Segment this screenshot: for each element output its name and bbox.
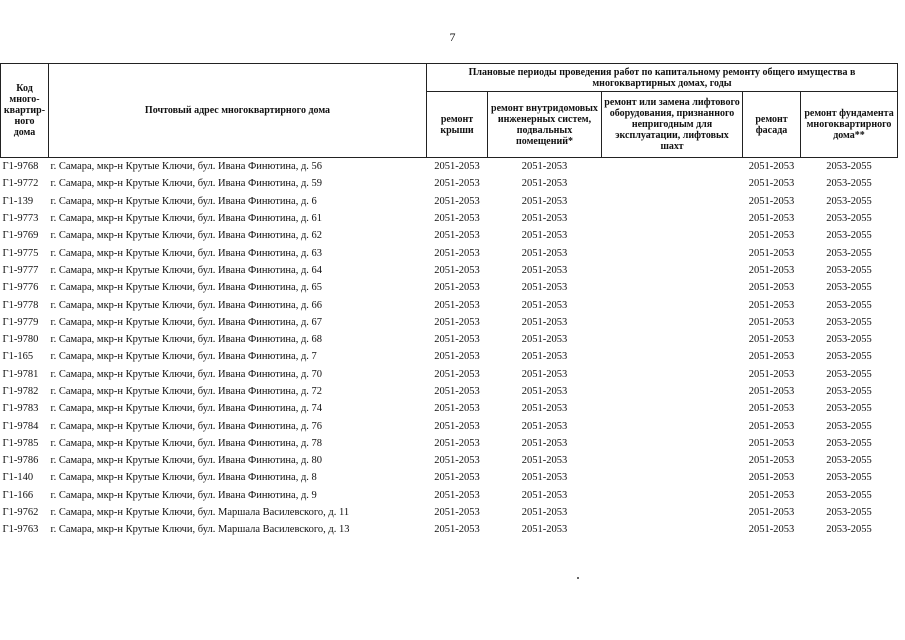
- address-cell: г. Самара, мкр-н Крутые Ключи, бул. Ивана Финютина, д. 61: [50, 213, 323, 225]
- code-cell: Г1-166: [2, 489, 34, 501]
- lift-period-cell: [602, 487, 743, 504]
- lift-period-cell: [602, 279, 743, 296]
- lift-period-cell: [602, 314, 743, 331]
- roof-period-cell: 2051-2053: [434, 178, 480, 190]
- facade-period-cell: 2051-2053: [748, 247, 795, 259]
- code-cell: Г1-9775: [2, 247, 39, 259]
- lift-period-cell: [602, 158, 743, 176]
- code-cell: Г1-9782: [2, 386, 39, 397]
- code-cell: Г1-9762: [2, 507, 39, 519]
- facade-period-cell: 2051-2053: [748, 472, 795, 484]
- code-cell: Г1-165: [2, 351, 34, 363]
- table-row: [1, 383, 898, 400]
- address-cell: г. Самара, мкр-н Крутые Ключи, бул. Ивана Финютина, д. 78: [50, 437, 323, 449]
- lift-period-cell: [602, 348, 743, 365]
- foundation-period-cell: 2053-2055: [826, 299, 872, 311]
- table-row: [1, 435, 898, 452]
- table-row: [1, 279, 898, 296]
- foundation-period-cell: 2053-2055: [826, 213, 872, 225]
- address-cell: г. Самара, мкр-н Крутые Ключи, бул. Ивана Финютина, д. 64: [50, 264, 323, 276]
- table-row: [1, 296, 898, 313]
- systems-column-header: ремонт внутридомовых инженерных систем, подвальных помещений*: [488, 92, 602, 158]
- facade-period-cell: 2051-2053: [748, 195, 795, 207]
- table-row: [1, 262, 898, 279]
- foundation-period-cell: 2053-2055: [826, 334, 872, 346]
- roof-period-cell: 2051-2053: [434, 299, 480, 311]
- table-row: [1, 452, 898, 469]
- facade-period-cell: 2051-2053: [748, 403, 795, 415]
- lift-period-cell: [602, 262, 743, 279]
- foundation-period-cell: 2053-2055: [826, 368, 872, 380]
- lift-period-cell: [602, 244, 743, 261]
- roof-period-cell: 2051-2053: [434, 247, 480, 259]
- lift-period-cell: [602, 504, 743, 521]
- address-cell: г. Самара, мкр-н Крутые Ключи, бул. Ивана Финютина, д. 59: [50, 178, 323, 190]
- table-header: [1, 64, 898, 158]
- systems-period-cell: 2051-2053: [521, 386, 568, 397]
- page-number: 7: [449, 30, 456, 44]
- foundation-period-cell: 2053-2055: [826, 230, 872, 242]
- facade-period-cell: 2051-2053: [748, 230, 795, 242]
- address-column-header: Почтовый адрес многоквартирного дома: [49, 64, 427, 158]
- lift-period-cell: [602, 296, 743, 313]
- foundation-period-cell: 2053-2055: [826, 195, 872, 207]
- address-cell: г. Самара, мкр-н Крутые Ключи, бул. Ивана Финютина, д. 7: [50, 351, 317, 363]
- code-cell: Г1-9786: [2, 455, 39, 467]
- roof-period-cell: 2051-2053: [434, 368, 480, 380]
- address-cell: г. Самара, мкр-н Крутые Ключи, бул. Ивана Финютина, д. 80: [50, 455, 323, 467]
- facade-period-cell: 2051-2053: [748, 213, 795, 225]
- facade-period-cell: 2051-2053: [748, 316, 795, 328]
- roof-period-cell: 2051-2053: [434, 264, 480, 276]
- systems-period-cell: 2051-2053: [521, 282, 568, 294]
- foundation-period-cell: 2053-2055: [826, 264, 872, 276]
- systems-period-cell: 2051-2053: [521, 230, 568, 242]
- systems-period-cell: 2051-2053: [521, 420, 568, 432]
- facade-period-cell: 2051-2053: [748, 524, 795, 536]
- foundation-period-cell: 2053-2055: [826, 437, 872, 449]
- roof-period-cell: 2051-2053: [434, 455, 480, 467]
- address-cell: г. Самара, мкр-н Крутые Ключи, бул. Ивана Финютина, д. 62: [50, 230, 323, 242]
- roof-period-cell: 2051-2053: [434, 437, 480, 449]
- systems-period-cell: 2051-2053: [521, 161, 568, 173]
- table-row: [1, 193, 898, 210]
- roof-period-cell: 2051-2053: [434, 403, 480, 415]
- address-cell: г. Самара, мкр-н Крутые Ключи, бул. Ивана Финютина, д. 72: [50, 386, 323, 397]
- lift-period-cell: [602, 366, 743, 383]
- systems-period-cell: 2051-2053: [521, 316, 568, 328]
- code-cell: Г1-9780: [2, 334, 39, 346]
- systems-period-cell: 2051-2053: [521, 524, 568, 536]
- address-cell: г. Самара, мкр-н Крутые Ключи, бул. Маршала Василевского, д. 11: [50, 507, 350, 519]
- foundation-period-cell: 2053-2055: [826, 247, 872, 259]
- address-cell: г. Самара, мкр-н Крутые Ключи, бул. Ивана Финютина, д. 70: [50, 368, 323, 380]
- code-cell: Г1-9772: [2, 178, 39, 190]
- table-body: [1, 158, 898, 539]
- code-cell: Г1-9768: [2, 161, 39, 173]
- code-cell: Г1-9763: [2, 524, 39, 536]
- systems-period-cell: 2051-2053: [521, 264, 568, 276]
- facade-period-cell: 2051-2053: [748, 178, 795, 190]
- roof-period-cell: 2051-2053: [434, 472, 480, 484]
- scan-dot: [577, 577, 579, 579]
- table-row: [1, 314, 898, 331]
- lift-period-cell: [602, 193, 743, 210]
- lift-period-cell: [602, 210, 743, 227]
- address-cell: г. Самара, мкр-н Крутые Ключи, бул. Ивана Финютина, д. 63: [50, 247, 323, 259]
- lift-period-cell: [602, 400, 743, 417]
- address-cell: г. Самара, мкр-н Крутые Ключи, бул. Ивана Финютина, д. 76: [50, 420, 323, 432]
- code-cell: Г1-9773: [2, 213, 39, 225]
- foundation-period-cell: 2053-2055: [826, 351, 872, 363]
- table-row: [1, 366, 898, 383]
- facade-period-cell: 2051-2053: [748, 299, 795, 311]
- systems-period-cell: 2051-2053: [521, 213, 568, 225]
- address-cell: г. Самара, мкр-н Крутые Ключи, бул. Ивана Финютина, д. 9: [50, 489, 317, 501]
- code-cell: Г1-140: [2, 472, 34, 484]
- facade-period-cell: 2051-2053: [748, 334, 795, 346]
- roof-period-cell: 2051-2053: [434, 316, 480, 328]
- facade-period-cell: 2051-2053: [748, 455, 795, 467]
- table-row: [1, 158, 898, 176]
- roof-period-cell: 2051-2053: [434, 161, 480, 173]
- address-cell: г. Самара, мкр-н Крутые Ключи, бул. Ивана Финютина, д. 66: [50, 299, 323, 311]
- code-cell: Г1-9784: [2, 420, 39, 432]
- address-cell: г. Самара, мкр-н Крутые Ключи, бул. Маршала Василевского, д. 13: [50, 524, 350, 536]
- roof-period-cell: 2051-2053: [434, 213, 480, 225]
- facade-period-cell: 2051-2053: [748, 420, 795, 432]
- table-row: [1, 331, 898, 348]
- lift-period-cell: [602, 331, 743, 348]
- facade-period-cell: 2051-2053: [748, 386, 795, 397]
- systems-period-cell: 2051-2053: [521, 299, 568, 311]
- facade-column-header: ремонт фасада: [743, 92, 801, 158]
- code-cell: Г1-9779: [2, 316, 39, 328]
- code-cell: Г1-9778: [2, 299, 39, 311]
- code-cell: Г1-9769: [2, 230, 39, 242]
- systems-period-cell: 2051-2053: [521, 403, 568, 415]
- roof-period-cell: 2051-2053: [434, 230, 480, 242]
- roof-period-cell: 2051-2053: [434, 507, 480, 519]
- foundation-period-cell: 2053-2055: [826, 524, 872, 536]
- systems-period-cell: 2051-2053: [521, 334, 568, 346]
- roof-column-header: ремонт крыши: [427, 92, 488, 158]
- lift-period-cell: [602, 175, 743, 192]
- table-row: [1, 244, 898, 261]
- code-cell: Г1-9777: [2, 264, 39, 276]
- roof-period-cell: 2051-2053: [434, 351, 480, 363]
- periods-group-header: Плановые периоды проведения работ по капитальному ремонту общего имущества в многоквартирных домах, годы: [427, 64, 898, 92]
- systems-period-cell: 2051-2053: [521, 472, 568, 484]
- code-cell: Г1-139: [2, 195, 34, 207]
- code-cell: Г1-9785: [2, 437, 39, 449]
- systems-period-cell: 2051-2053: [521, 178, 568, 190]
- address-cell: г. Самара, мкр-н Крутые Ключи, бул. Ивана Финютина, д. 68: [50, 334, 323, 346]
- roof-period-cell: 2051-2053: [434, 282, 480, 294]
- foundation-period-cell: 2053-2055: [826, 489, 872, 501]
- roof-period-cell: 2051-2053: [434, 524, 480, 536]
- lift-period-cell: [602, 383, 743, 400]
- foundation-period-cell: 2053-2055: [826, 507, 872, 519]
- foundation-period-cell: 2053-2055: [826, 420, 872, 432]
- roof-period-cell: 2051-2053: [434, 420, 480, 432]
- systems-period-cell: 2051-2053: [521, 195, 568, 207]
- table-row: [1, 175, 898, 192]
- foundation-period-cell: 2053-2055: [826, 316, 872, 328]
- address-cell: г. Самара, мкр-н Крутые Ключи, бул. Ивана Финютина, д. 6: [50, 195, 317, 207]
- facade-period-cell: 2051-2053: [748, 161, 795, 173]
- foundation-period-cell: 2053-2055: [826, 455, 872, 467]
- lift-period-cell: [602, 469, 743, 486]
- table-row: [1, 348, 898, 365]
- table-row: [1, 521, 898, 538]
- code-cell: Г1-9781: [2, 368, 39, 380]
- foundation-period-cell: 2053-2055: [826, 178, 872, 190]
- roof-period-cell: 2051-2053: [434, 334, 480, 346]
- foundation-period-cell: 2053-2055: [826, 472, 872, 484]
- table-row: [1, 487, 898, 504]
- code-cell: Г1-9783: [2, 403, 39, 415]
- address-cell: г. Самара, мкр-н Крутые Ключи, бул. Ивана Финютина, д. 74: [50, 403, 323, 415]
- facade-period-cell: 2051-2053: [748, 264, 795, 276]
- systems-period-cell: 2051-2053: [521, 437, 568, 449]
- address-cell: г. Самара, мкр-н Крутые Ключи, бул. Ивана Финютина, д. 8: [50, 472, 317, 484]
- systems-period-cell: 2051-2053: [521, 489, 568, 501]
- address-cell: г. Самара, мкр-н Крутые Ключи, бул. Ивана Финютина, д. 67: [50, 316, 323, 328]
- foundation-period-cell: 2053-2055: [826, 386, 872, 397]
- systems-period-cell: 2051-2053: [521, 455, 568, 467]
- facade-period-cell: 2051-2053: [748, 437, 795, 449]
- facade-period-cell: 2051-2053: [748, 351, 795, 363]
- address-cell: г. Самара, мкр-н Крутые Ключи, бул. Ивана Финютина, д. 65: [50, 282, 323, 294]
- lift-column-header: ремонт или замена лифтового оборудования, признанного непригодным для эксплуатации, лифтовых шахт: [602, 92, 743, 158]
- roof-period-cell: 2051-2053: [434, 489, 480, 501]
- facade-period-cell: 2051-2053: [748, 368, 795, 380]
- facade-period-cell: 2051-2053: [748, 507, 795, 519]
- code-cell: Г1-9776: [2, 282, 39, 294]
- table-row: [1, 400, 898, 417]
- lift-period-cell: [602, 417, 743, 434]
- lift-period-cell: [602, 452, 743, 469]
- lift-period-cell: [602, 227, 743, 244]
- table-row: [1, 210, 898, 227]
- systems-period-cell: 2051-2053: [521, 507, 568, 519]
- foundation-column-header: ремонт фундамента многоквартирного дома**: [801, 92, 898, 158]
- address-cell: г. Самара, мкр-н Крутые Ключи, бул. Ивана Финютина, д. 56: [50, 161, 323, 173]
- roof-period-cell: 2051-2053: [434, 386, 480, 397]
- foundation-period-cell: 2053-2055: [826, 282, 872, 294]
- lift-period-cell: [602, 435, 743, 452]
- table-row: [1, 504, 898, 521]
- facade-period-cell: 2051-2053: [748, 489, 795, 501]
- table-row: [1, 469, 898, 486]
- table-row: [1, 417, 898, 434]
- systems-period-cell: 2051-2053: [521, 368, 568, 380]
- foundation-period-cell: 2053-2055: [826, 403, 872, 415]
- foundation-period-cell: 2053-2055: [826, 161, 872, 173]
- roof-period-cell: 2051-2053: [434, 195, 480, 207]
- capital-repair-schedule-table: [0, 63, 898, 539]
- table-row: [1, 227, 898, 244]
- lift-period-cell: [602, 521, 743, 538]
- systems-period-cell: 2051-2053: [521, 351, 568, 363]
- systems-period-cell: 2051-2053: [521, 247, 568, 259]
- facade-period-cell: 2051-2053: [748, 282, 795, 294]
- code-column-header: Код много-квартир-ного дома: [1, 64, 49, 158]
